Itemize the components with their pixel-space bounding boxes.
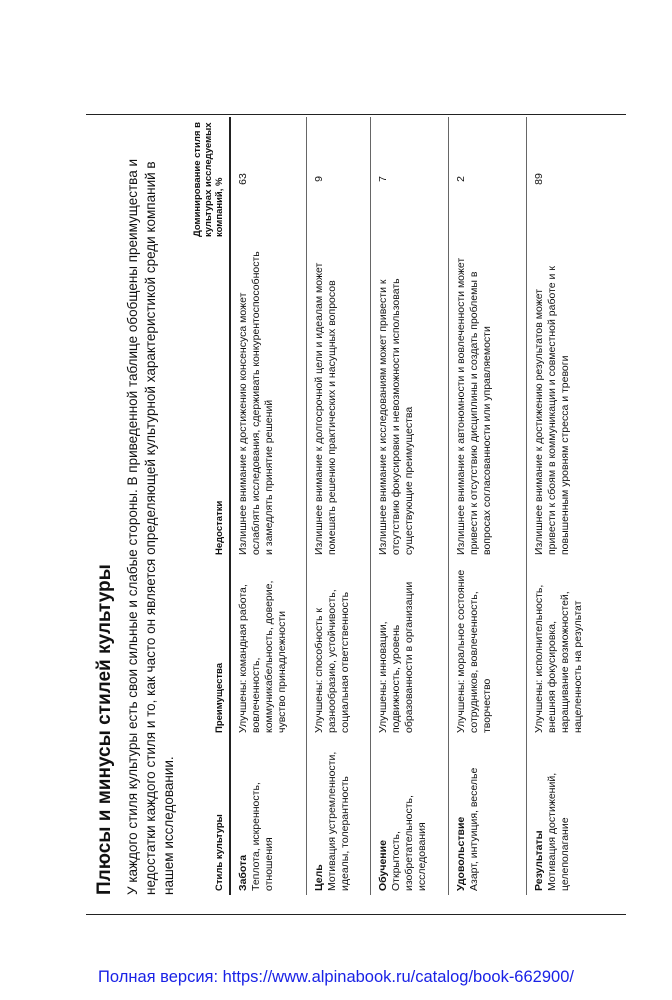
cons-cell: Излишнее внимание к достижению консенсуса может ослаблять исследования, сдерживать конкурентоспособность и замедлять принятие решений [237, 251, 275, 555]
header-cons: Недостатки [214, 500, 225, 555]
share-cell: 7 [376, 176, 389, 182]
right-rule [86, 114, 626, 115]
share-cell: 63 [237, 173, 249, 185]
style-cell [526, 737, 604, 895]
style-description: Теплота, искренность, отношения [250, 782, 275, 891]
cons-cell: Излишнее внимание к исследованиям может привести к отсутствию фокусировки и невозможности использовать существующие преимущества [376, 278, 415, 555]
style-name: Забота [237, 854, 249, 891]
share-cell: 89 [532, 173, 545, 185]
style-name: Цель [312, 864, 325, 891]
table-row [370, 117, 448, 895]
table-row [306, 117, 370, 895]
left-rule [86, 914, 626, 915]
pros-cell: Улучшены: способность к разнообразию, устойчивость, социальная ответственность [312, 589, 351, 733]
header-pros: Преимущества [214, 662, 225, 733]
rotated-page [86, 115, 626, 915]
header-share: Доминирование стиля в культурах исследуемых компаний, % [192, 122, 225, 237]
table-header-row [170, 117, 230, 895]
cons-cell: Излишнее внимание к автономности и вовлеченности может привести к отсутствию дисциплины и создать проблемы в вопросах согласованности или управляемости [454, 257, 493, 555]
style-cell [230, 737, 306, 895]
style-cell [370, 737, 448, 895]
style-name: Обучение [376, 840, 389, 891]
style-name: Результаты [532, 830, 545, 891]
table-row [448, 117, 526, 895]
pros-cell: Улучшены: моральное состояние сотрудников, вовлеченность, творчество [454, 569, 493, 733]
page-frame [86, 115, 626, 915]
culture-styles-table [170, 117, 604, 895]
style-description: Мотивация устремленности, идеалы, толерантность [325, 751, 351, 891]
page-title: Плюсы и минусы стилей культуры [94, 564, 115, 895]
table-row [230, 117, 306, 895]
pros-cell: Улучшены: исполнительность, внешняя фокусировка, наращивание возможностей, нацеленность на результат [532, 584, 584, 733]
pros-cell: Улучшены: командная работа, вовлеченность, коммуникабельность, доверие, чувство принадлежности [237, 580, 288, 733]
cons-cell: Излишнее внимание к достижению результатов может привести к сбоям в коммуникации и совместной работе и к повышенным уровням стресса и тревоги [532, 266, 571, 555]
cons-cell: Излишнее внимание к долгосрочной цели и идеалам может помешать решению практических и насущных вопросов [312, 262, 338, 555]
full-version-link[interactable]: Полная версия: https://www.alpinabook.ru/catalog/book-662900/ [98, 968, 574, 986]
pros-cell: Улучшены: инновации, подвижность, уровень образованности в организации [376, 581, 415, 733]
style-description: Открытость, изобретательность, исследования [389, 795, 428, 891]
style-name: Удовольствие [454, 816, 467, 891]
table-row [526, 117, 604, 895]
style-cell [448, 737, 526, 895]
style-description: Мотивация достижений, целеполагание [545, 772, 571, 891]
share-cell: 9 [312, 176, 325, 182]
style-cell [306, 737, 370, 895]
style-description: Азарт, интуиция, веселье [467, 767, 480, 891]
intro-text: У каждого стиля культуры есть свои сильные и слабые стороны. В приведенной таблице обобщены преимущества и недостатки каждого стиля и то, как часто он является определяющей культурной характеристикой среди компаний в нашем исследовании. [125, 158, 176, 895]
header-style: Стиль культуры [214, 814, 225, 891]
share-cell: 2 [454, 176, 467, 182]
